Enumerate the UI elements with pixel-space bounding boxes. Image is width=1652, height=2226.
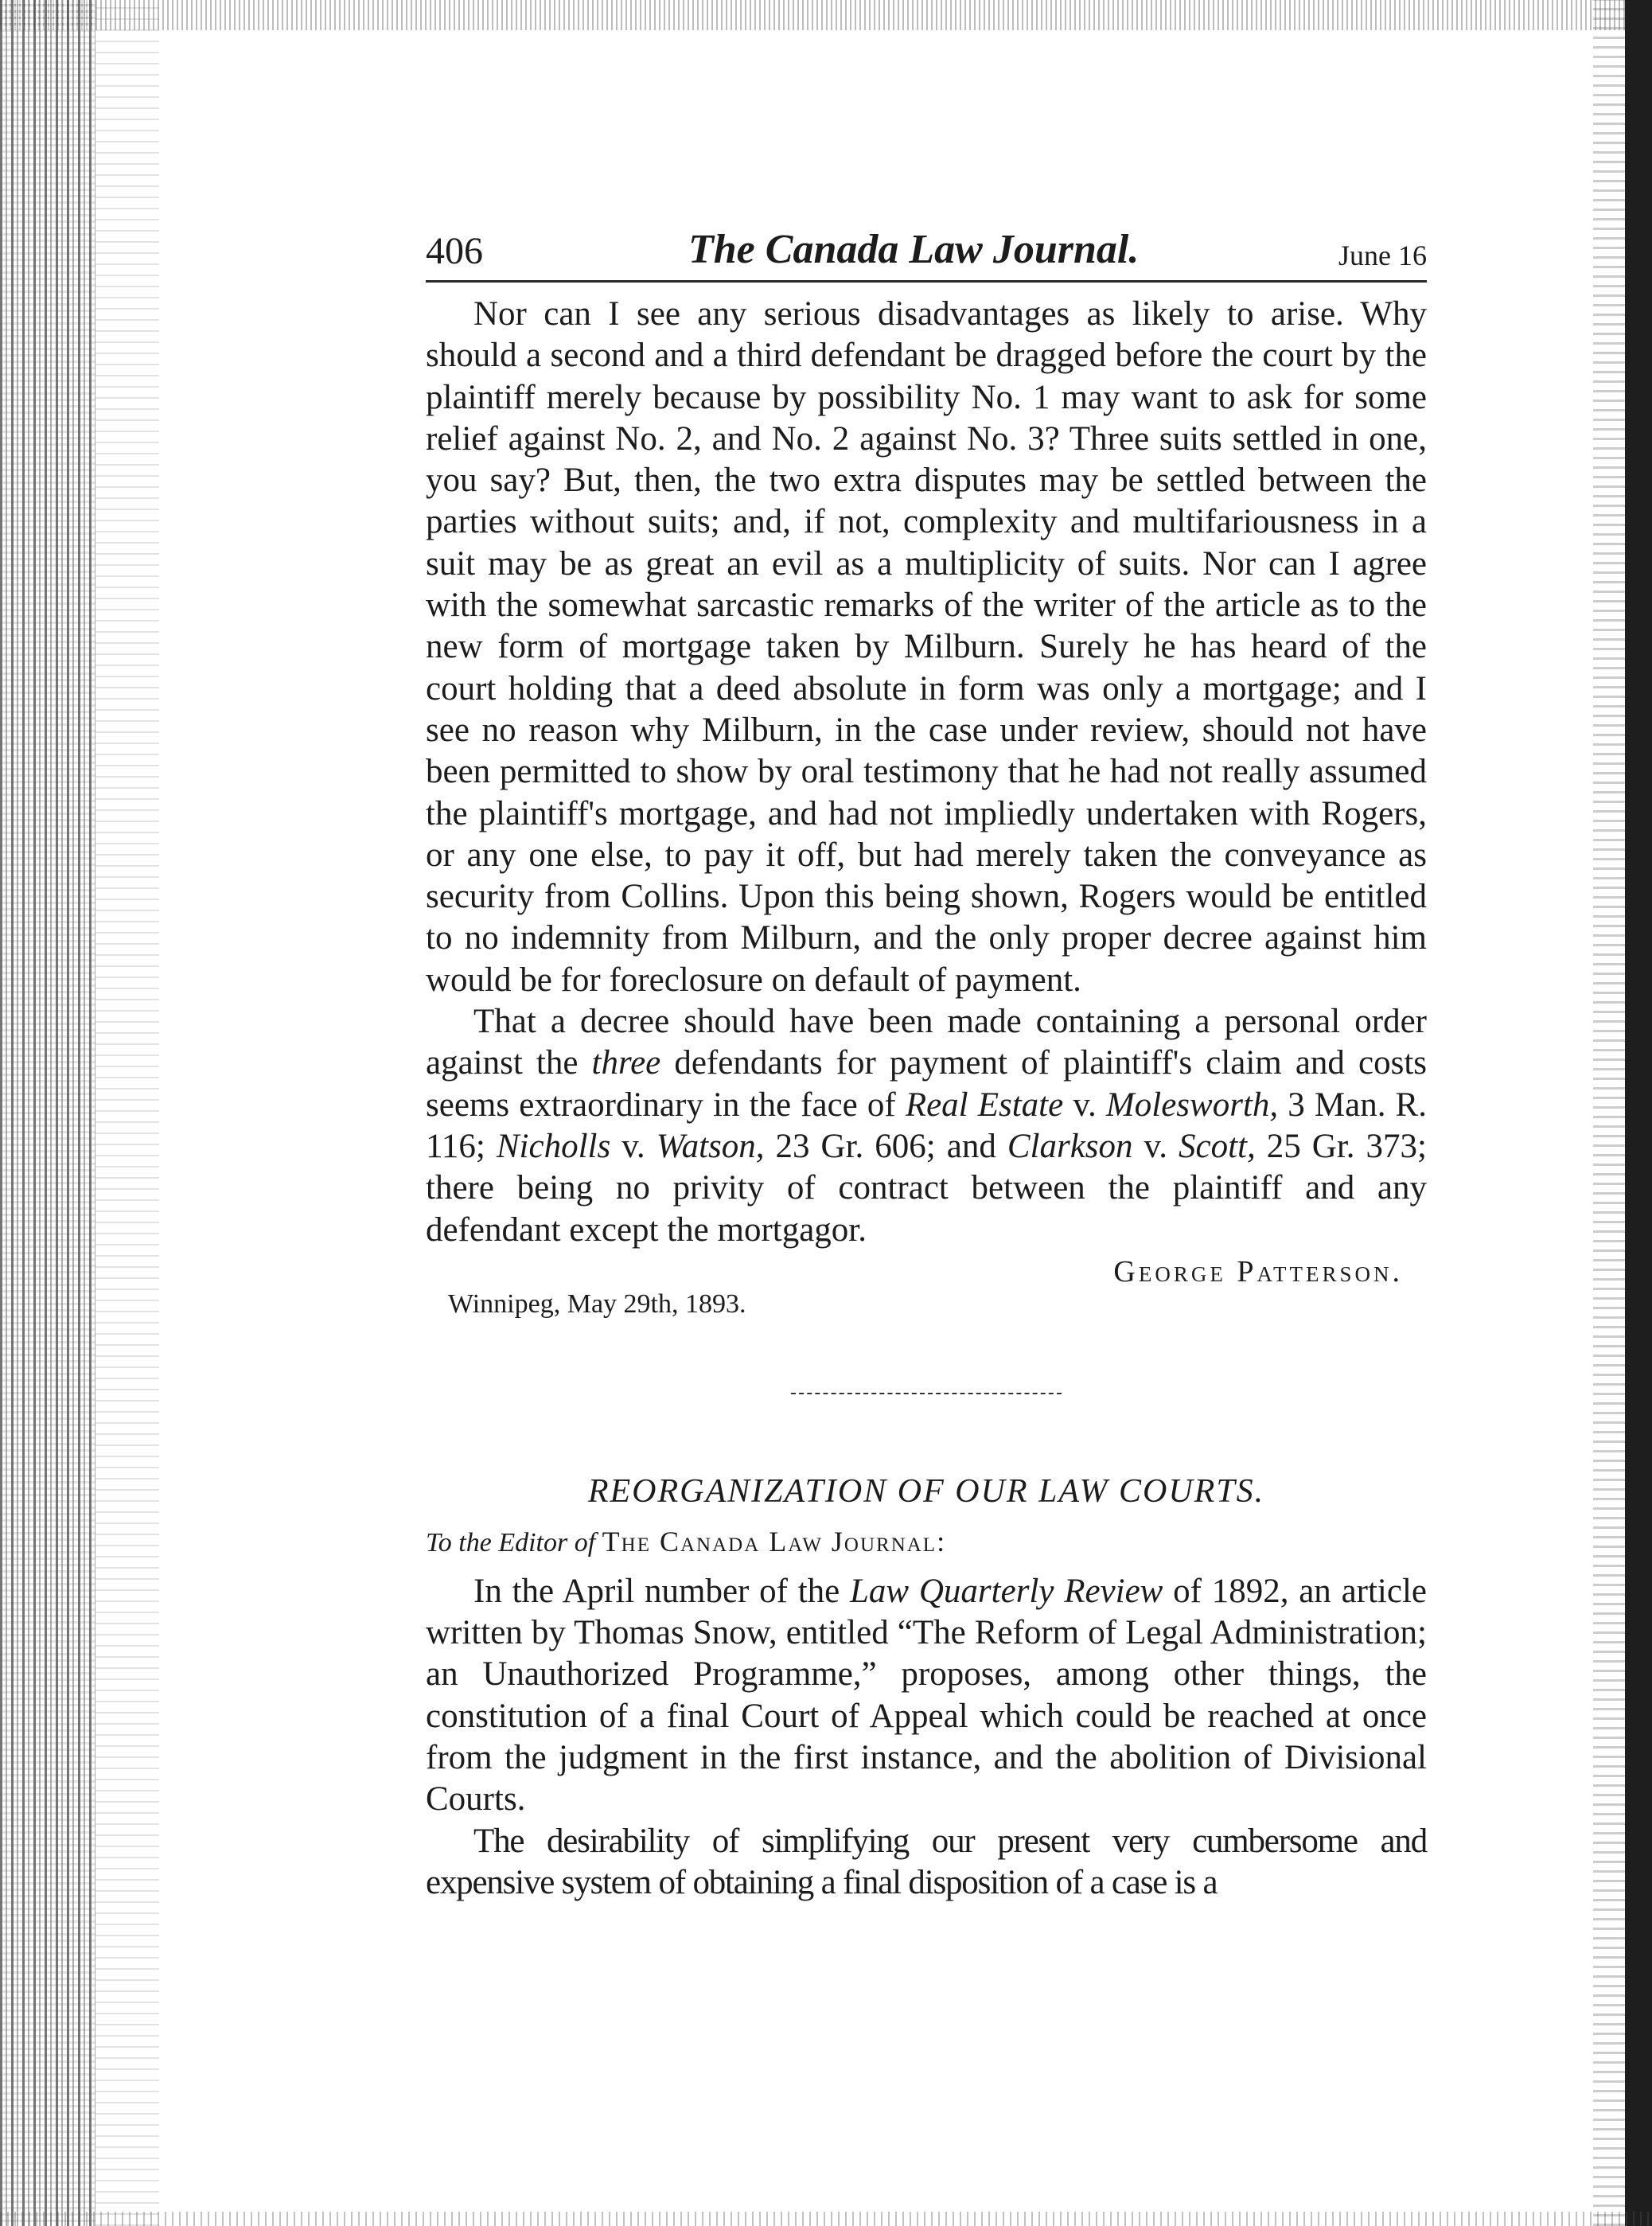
- scan-border-left-fade: [95, 0, 159, 2226]
- scan-border-top: [0, 0, 1652, 30]
- page-number: 406: [426, 230, 483, 272]
- article-paragraph-2: The desirability of simplifying our present very cumbersome and expensive system of obtaining a final disposition of a case is a: [426, 1822, 1427, 1901]
- scan-border-right-edge: [1593, 0, 1625, 2226]
- section-separator: [791, 1393, 1062, 1394]
- scan-border-right: [1625, 0, 1652, 2226]
- to-editor-line: [426, 1525, 1427, 1558]
- letter-dateline: Winnipeg, May 29th, 1893.: [448, 1288, 746, 1319]
- to-editor-prefix: To the Editor of: [426, 1527, 596, 1557]
- article-heading: REORGANIZATION OF OUR LAW COURTS.: [587, 1472, 1265, 1510]
- letter-signature: George Patterson.: [1113, 1254, 1403, 1288]
- article-body: [426, 1571, 1427, 1904]
- scan-border-left: [0, 0, 95, 2226]
- scan-border-bottom: [0, 2212, 1652, 2226]
- letter-body: [426, 294, 1427, 1251]
- running-head: [426, 223, 1427, 283]
- to-editor-journal: The Canada Law Journal:: [602, 1525, 947, 1557]
- issue-date: June 16: [1338, 240, 1427, 271]
- article-paragraph-1: In the April number of the Law Quarterly Review of 1892, an article written by Thomas Snow, entitled “The Reform of Legal Administration; an Unauthorized Programme,” proposes, among other things, the constitution of a final Court of Appeal which could be reached at once from the judgment in the first instance, and the abolition of Divisional Courts.: [426, 1572, 1427, 1819]
- letter-paragraph-2: That a decree should have been made containing a personal order against the three defendants for payment of plaintiff's claim and costs seems extraordinary in the face of Real Estate v. Molesworth, 3 Man. R. 116; Nicholls v. Watson, 23 Gr. 606; and Clarkson v. Scott, 25 Gr. 373; there being no privity of contract between the plaintiff and any defendant except the mortgagor.: [426, 1003, 1427, 1249]
- letter-paragraph-1: Nor can I see any serious disadvantages as likely to arise. Why should a second and a third defendant be dragged before the court by the plaintiff merely because by possibility No. 1 may want to ask for some relief against No. 2, and No. 2 against No. 3? Three suits settled in one, you say? But, then, the two extra disputes may be settled between the parties without suits; and, if not, complexity and multifariousness in a suit may be as great an evil as a multiplicity of suits. Nor can I agree with the somewhat sarcastic remarks of the writer of the article as to the new form of mortgage taken by Milburn. Surely he has heard of the court holding that a deed absolute in form was only a mortgage; and I see no reason why Milburn, in the case under review, should not have been permitted to show by oral testimony that he had not really assumed the plaintiff's mortgage, and had not impliedly undertaken with Rogers, or any one else, to pay it off, but had merely taken the conveyance as security from Collins. Upon this being shown, Rogers would be entitled to no indemnity from Milburn, and the only proper decree against him would be for foreclosure on default of payment.: [426, 295, 1427, 999]
- journal-page: [426, 223, 1427, 1904]
- journal-title: The Canada Law Journal.: [688, 227, 1140, 272]
